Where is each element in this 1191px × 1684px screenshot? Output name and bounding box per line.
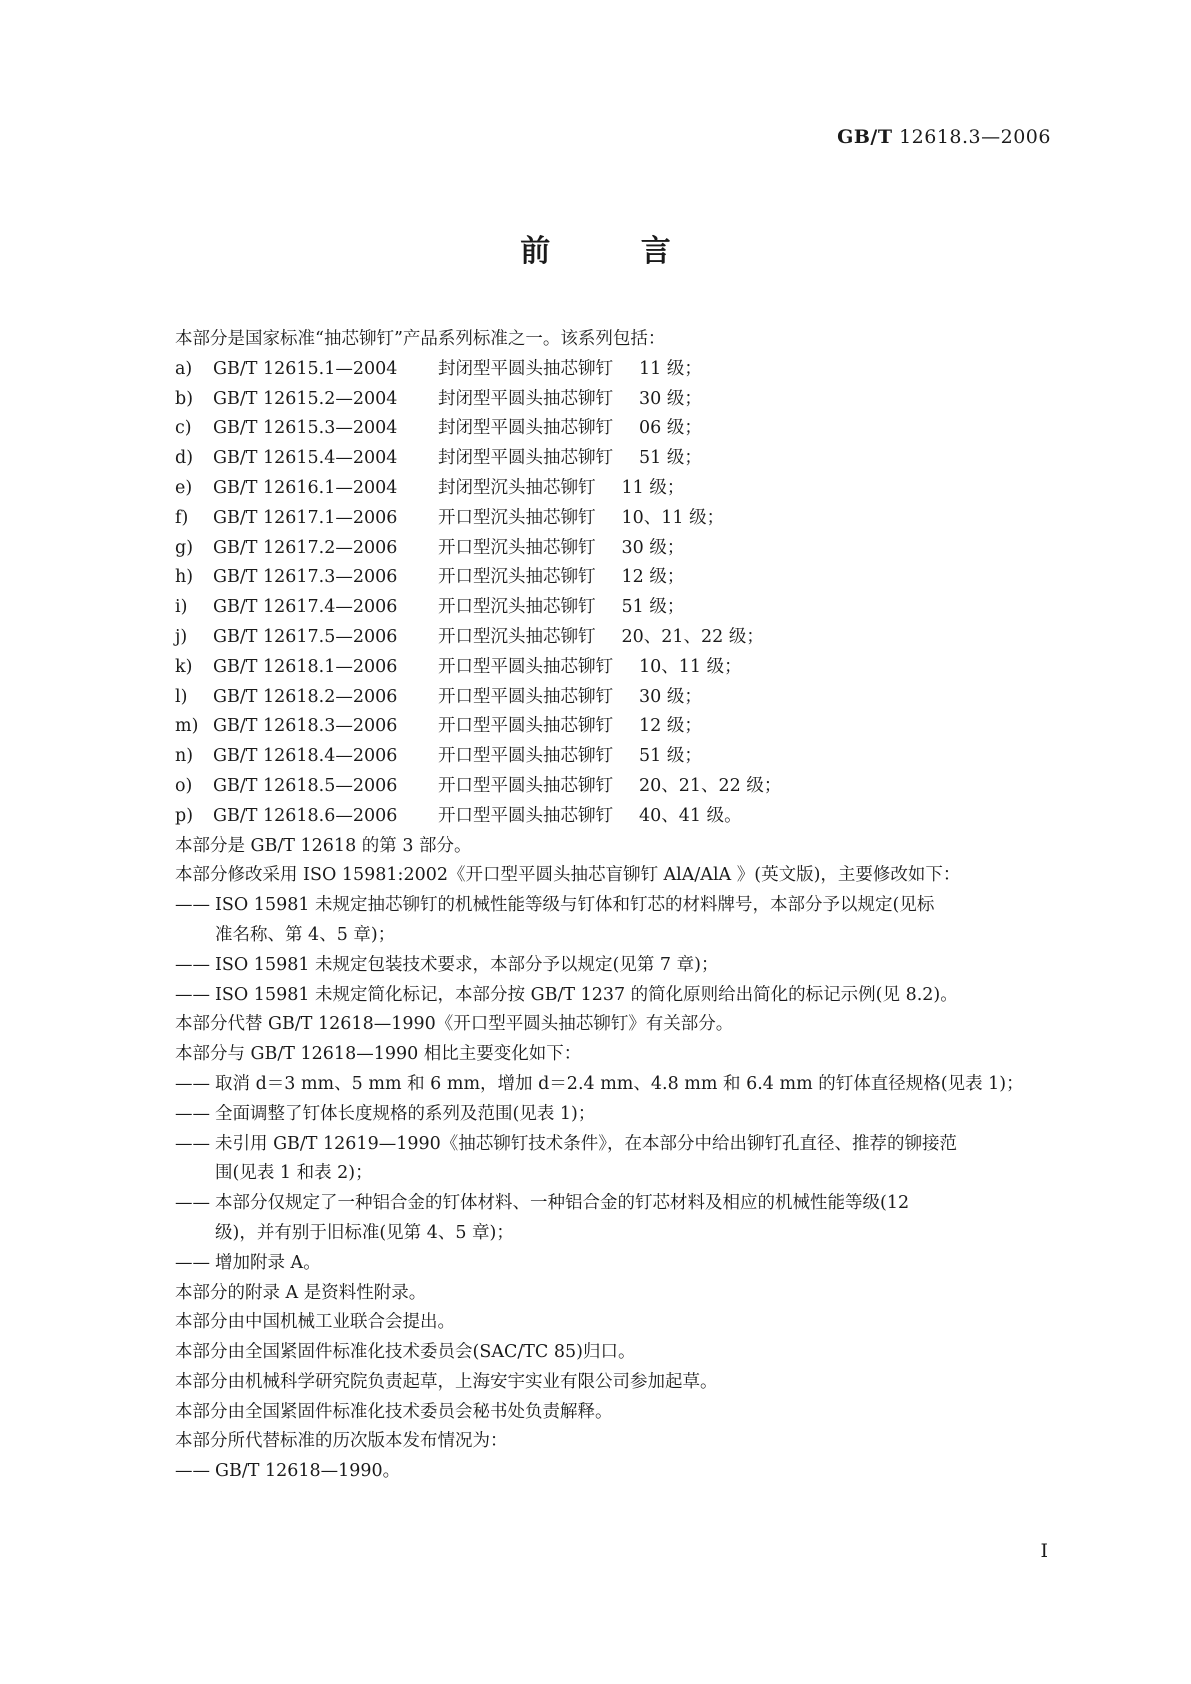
item-code: GB/T 12617.1—2006: [213, 507, 398, 528]
item-grade: 11 级；: [621, 477, 685, 498]
standard-code-prefix: GB/T: [837, 126, 893, 148]
item-key: l): [175, 686, 188, 707]
list-item: [175, 653, 1055, 683]
dash-item: [175, 981, 1055, 1011]
item-key: d): [175, 448, 194, 469]
item-key: p): [175, 805, 194, 826]
item-name: 开口型沉头抽芯铆钉: [438, 626, 596, 647]
history-text: GB/T 12618—1990。: [215, 1461, 401, 1482]
dash-item: [175, 1100, 1055, 1130]
dash-item: [175, 951, 1055, 981]
changes-list: [175, 1070, 1055, 1279]
list-item: [175, 474, 1055, 504]
item-name: 开口型平圆头抽芯铆钉: [438, 805, 613, 826]
dash-item: [175, 891, 1055, 921]
dash-item: [175, 1130, 1055, 1160]
item-key: a): [175, 358, 193, 379]
item-key: n): [175, 746, 194, 767]
dash-item: [175, 1070, 1055, 1100]
dash-item-text: 取消 d＝3 mm、5 mm 和 6 mm，增加 d＝2.4 mm、4.8 mm 和 6.4 mm 的钉体直径规格(见表 1)；: [215, 1073, 1024, 1094]
closing-paragraph: 本部分的附录 A 是资料性附录。: [175, 1282, 427, 1303]
item-name: 封闭型平圆头抽芯铆钉: [438, 358, 613, 379]
em-dash-mark: ——: [175, 895, 210, 916]
item-code: GB/T 12617.3—2006: [213, 567, 398, 588]
closing-paragraph: 本部分由全国紧固件标准化技术委员会秘书处负责解释。: [175, 1401, 613, 1422]
item-grade: 10、11 级；: [621, 507, 725, 528]
item-grade: 06 级；: [639, 418, 702, 439]
list-item: [175, 534, 1055, 564]
item-name: 开口型沉头抽芯铆钉: [438, 567, 596, 588]
list-item: [175, 504, 1055, 534]
item-key: f): [175, 507, 189, 528]
item-grade: 10、11 级；: [639, 656, 742, 677]
item-code: GB/T 12617.2—2006: [213, 537, 398, 558]
list-item: [175, 772, 1055, 802]
item-name: 开口型平圆头抽芯铆钉: [438, 686, 613, 707]
item-grade: 30 级；: [639, 686, 702, 707]
dash-item-continuation: 级)，并有别于旧标准(见第 4、5 章)；: [215, 1222, 514, 1243]
em-dash-mark: ——: [175, 1073, 210, 1094]
item-key: c): [175, 418, 192, 439]
dash-item-continuation: 准名称、第 4、5 章)；: [215, 924, 396, 945]
dash-item-text: ISO 15981 未规定简化标记，本部分按 GB/T 1237 的简化原则给出简化的标记示例(见 8.2)。: [215, 984, 958, 1005]
em-dash-mark: ——: [175, 954, 210, 975]
item-key: e): [175, 477, 193, 498]
document-body: [175, 325, 1055, 1487]
replaces-paragraph: 本部分代替 GB/T 12618—1990《开口型平圆头抽芯铆钉》有关部分。: [175, 1014, 734, 1035]
iso-changes-list: [175, 891, 1055, 1010]
item-grade: 12 级；: [639, 716, 702, 737]
dash-item-text: 全面调整了钉体长度规格的系列及范围(见表 1)；: [215, 1103, 596, 1124]
item-name: 开口型沉头抽芯铆钉: [438, 537, 596, 558]
item-name: 封闭型平圆头抽芯铆钉: [438, 418, 613, 439]
list-item: [175, 355, 1055, 385]
item-code: GB/T 12617.4—2006: [213, 597, 398, 618]
item-code: GB/T 12617.5—2006: [213, 626, 398, 647]
item-code: GB/T 12618.1—2006: [213, 656, 398, 677]
item-key: i): [175, 597, 188, 618]
item-code: GB/T 12615.3—2004: [213, 418, 398, 439]
item-name: 封闭型平圆头抽芯铆钉: [438, 448, 613, 469]
item-grade: 30 级；: [639, 388, 702, 409]
em-dash-mark: ——: [175, 1461, 210, 1482]
em-dash-mark: ——: [175, 984, 210, 1005]
item-name: 开口型平圆头抽芯铆钉: [438, 716, 613, 737]
item-name: 开口型沉头抽芯铆钉: [438, 507, 596, 528]
closing-paragraph: 本部分由机械科学研究院负责起草，上海安宇实业有限公司参加起草。: [175, 1371, 718, 1392]
standard-code-header: [837, 126, 1051, 148]
item-grade: 51 级；: [639, 746, 702, 767]
part-note: 本部分是 GB/T 12618 的第 3 部分。: [175, 835, 472, 856]
item-key: k): [175, 656, 193, 677]
list-item: [175, 444, 1055, 474]
em-dash-mark: ——: [175, 1193, 210, 1214]
item-key: o): [175, 775, 193, 796]
item-grade: 51 级；: [639, 448, 702, 469]
closing-paragraph: 本部分所代替标准的历次版本发布情况为：: [175, 1431, 508, 1452]
series-list: [175, 355, 1055, 832]
list-item: [175, 414, 1055, 444]
page-number: I: [1040, 1540, 1048, 1562]
closing-paragraph: 本部分由全国紧固件标准化技术委员会(SAC/TC 85)归口。: [175, 1342, 636, 1363]
closing-paragraph: 本部分由中国机械工业联合会提出。: [175, 1312, 455, 1333]
em-dash-mark: ——: [175, 1133, 210, 1154]
item-grade: 11 级；: [639, 358, 702, 379]
item-key: h): [175, 567, 194, 588]
item-code: GB/T 12615.1—2004: [213, 358, 398, 379]
item-name: 开口型平圆头抽芯铆钉: [438, 775, 613, 796]
dash-item: [175, 1249, 1055, 1279]
dash-item-text: ISO 15981 未规定抽芯铆钉的机械性能等级与钉体和钉芯的材料牌号，本部分予以规定(见标: [215, 895, 935, 916]
item-grade: 30 级；: [621, 537, 685, 558]
item-code: GB/T 12615.4—2004: [213, 448, 398, 469]
em-dash-mark: ——: [175, 1103, 210, 1124]
dash-item-text: 本部分仅规定了一种铝合金的钉体材料、一种铝合金的钉芯材料及相应的机械性能等级(12: [215, 1193, 910, 1214]
item-code: GB/T 12618.4—2006: [213, 746, 398, 767]
item-key: m): [175, 716, 199, 737]
item-code: GB/T 12615.2—2004: [213, 388, 398, 409]
list-item: [175, 712, 1055, 742]
item-code: GB/T 12618.6—2006: [213, 805, 398, 826]
item-key: j): [175, 626, 188, 647]
list-item: [175, 385, 1055, 415]
item-grade: 20、21、22 级；: [639, 775, 782, 796]
item-code: GB/T 12618.3—2006: [213, 716, 398, 737]
standard-code-number: 12618.3—2006: [899, 126, 1051, 148]
item-key: g): [175, 537, 194, 558]
item-code: GB/T 12616.1—2004: [213, 477, 398, 498]
item-code: GB/T 12618.5—2006: [213, 775, 398, 796]
dash-item-text: ISO 15981 未规定包装技术要求，本部分予以规定(见第 7 章)；: [215, 954, 719, 975]
item-name: 封闭型平圆头抽芯铆钉: [438, 388, 613, 409]
page-title: 前 言: [520, 234, 711, 269]
item-grade: 12 级；: [621, 567, 685, 588]
item-name: 封闭型沉头抽芯铆钉: [438, 477, 596, 498]
dash-item-text: 增加附录 A。: [215, 1252, 321, 1273]
item-name: 开口型沉头抽芯铆钉: [438, 597, 596, 618]
comparison-intro: 本部分与 GB/T 12618—1990 相比主要变化如下：: [175, 1044, 582, 1065]
item-grade: 20、21、22 级；: [621, 626, 764, 647]
list-item: [175, 683, 1055, 713]
item-name: 开口型平圆头抽芯铆钉: [438, 656, 613, 677]
item-grade: 51 级；: [621, 597, 685, 618]
adoption-paragraph: 本部分修改采用 ISO 15981:2002《开口型平圆头抽芯盲铆钉 AlA/AlA 》(英文版)，主要修改如下：: [175, 865, 961, 886]
list-item: [175, 742, 1055, 772]
dash-item-continuation: 围(见表 1 和表 2)；: [215, 1163, 373, 1184]
item-name: 开口型平圆头抽芯铆钉: [438, 746, 613, 767]
item-key: b): [175, 388, 194, 409]
item-code: GB/T 12618.2—2006: [213, 686, 398, 707]
dash-item-text: 未引用 GB/T 12619—1990《抽芯铆钉技术条件》，在本部分中给出铆钉孔直径、推荐的铆接范: [215, 1133, 957, 1154]
dash-item: [175, 1189, 1055, 1219]
list-item: [175, 623, 1055, 653]
intro-paragraph: 本部分是国家标准“抽芯铆钉”产品系列标准之一。该系列包括：: [175, 329, 666, 349]
item-grade: 40、41 级。: [639, 805, 742, 826]
list-item: [175, 802, 1055, 832]
list-item: [175, 563, 1055, 593]
list-item: [175, 593, 1055, 623]
em-dash-mark: ——: [175, 1252, 210, 1273]
history-item: [175, 1457, 1055, 1487]
